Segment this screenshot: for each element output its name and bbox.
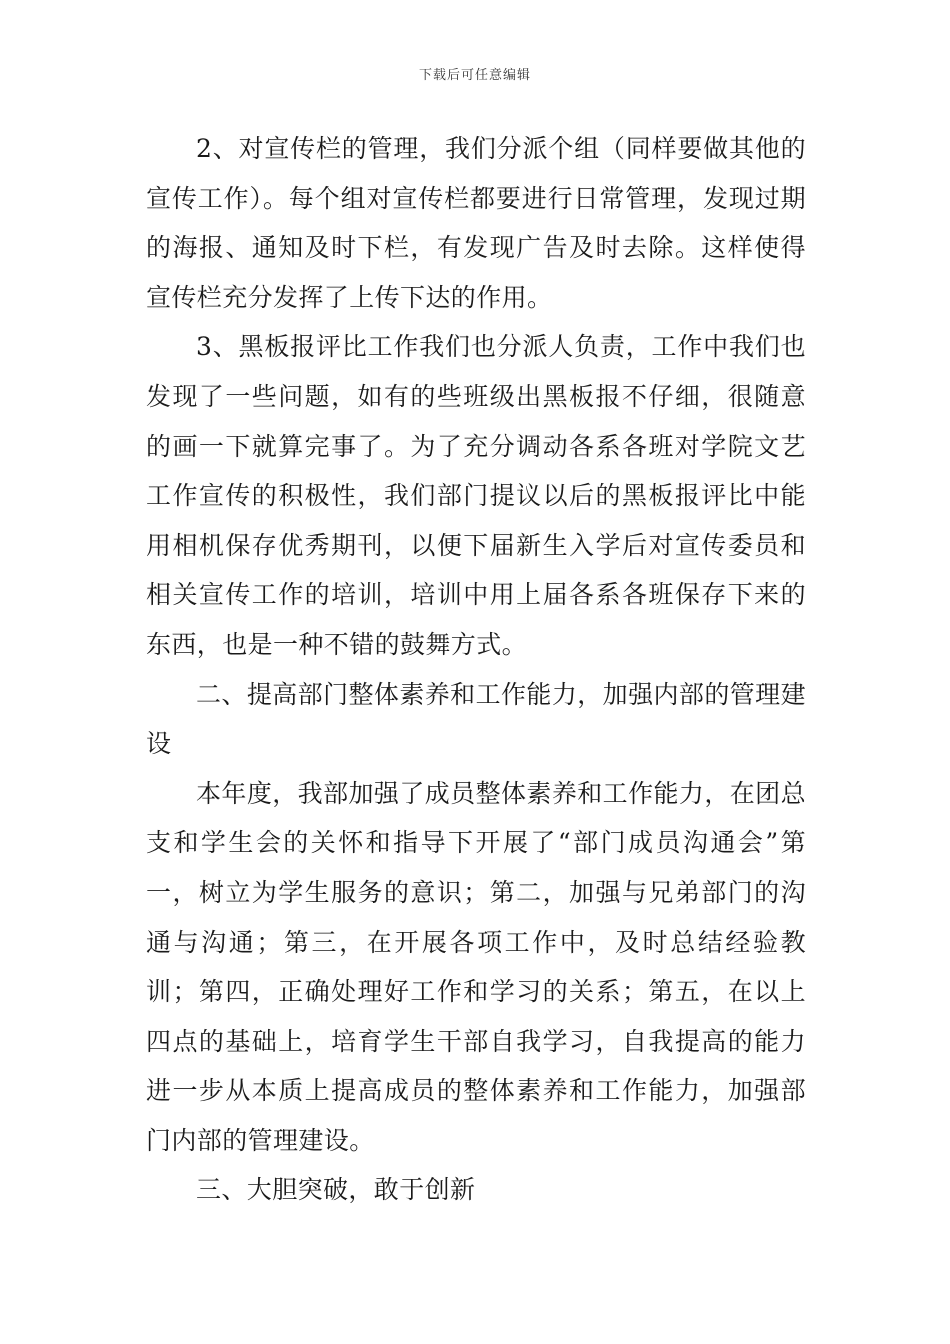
section-heading-2: 二、提高部门整体素养和工作能力，加强内部的管理建设 bbox=[146, 679, 806, 759]
paragraph-bulletin-board: 2、对宣传栏的管理，我们分派个组（同样要做其他的宣传工作）。每个组对宣传栏都要进行日常管理，发现过期的海报、通知及时下栏，有发现广告及时去除。这样使得宣传栏充分发挥了上传下达的作用。 bbox=[146, 134, 806, 312]
document-body bbox=[146, 124, 806, 1215]
section-heading-3: 三、大胆突破，敢于创新 bbox=[196, 1175, 476, 1205]
paragraph-team-quality: 本年度，我部加强了成员整体素养和工作能力，在团总支和学生会的关怀和指导下开展了“部门成员沟通会”第一，树立为学生服务的意识；第二，加强与兄弟部门的沟通与沟通；第三，在开展各项工作中，及时总结经验教训；第四，正确处理好工作和学习的关系；第五，在以上四点的基础上，培育学生干部自我学习，自我提高的能力进一步从本质上提高成员的整体素养和工作能力，加强部门内部的管理建设。 bbox=[146, 778, 806, 1155]
paragraph-blackboard-review: 3、黑板报评比工作我们也分派人负责，工作中我们也发现了一些问题，如有的些班级出黑板报不仔细，很随意的画一下就算完事了。为了充分调动各系各班对学院文艺工作宣传的积极性，我们部门提议以后的黑板报评比中能用相机保存优秀期刊，以便下届新生入学后对宣传委员和相关宣传工作的培训，培训中用上届各系各班保存下来的东西，也是一种不错的鼓舞方式。 bbox=[146, 332, 806, 659]
header-note: 下载后可任意编辑 bbox=[418, 68, 531, 83]
